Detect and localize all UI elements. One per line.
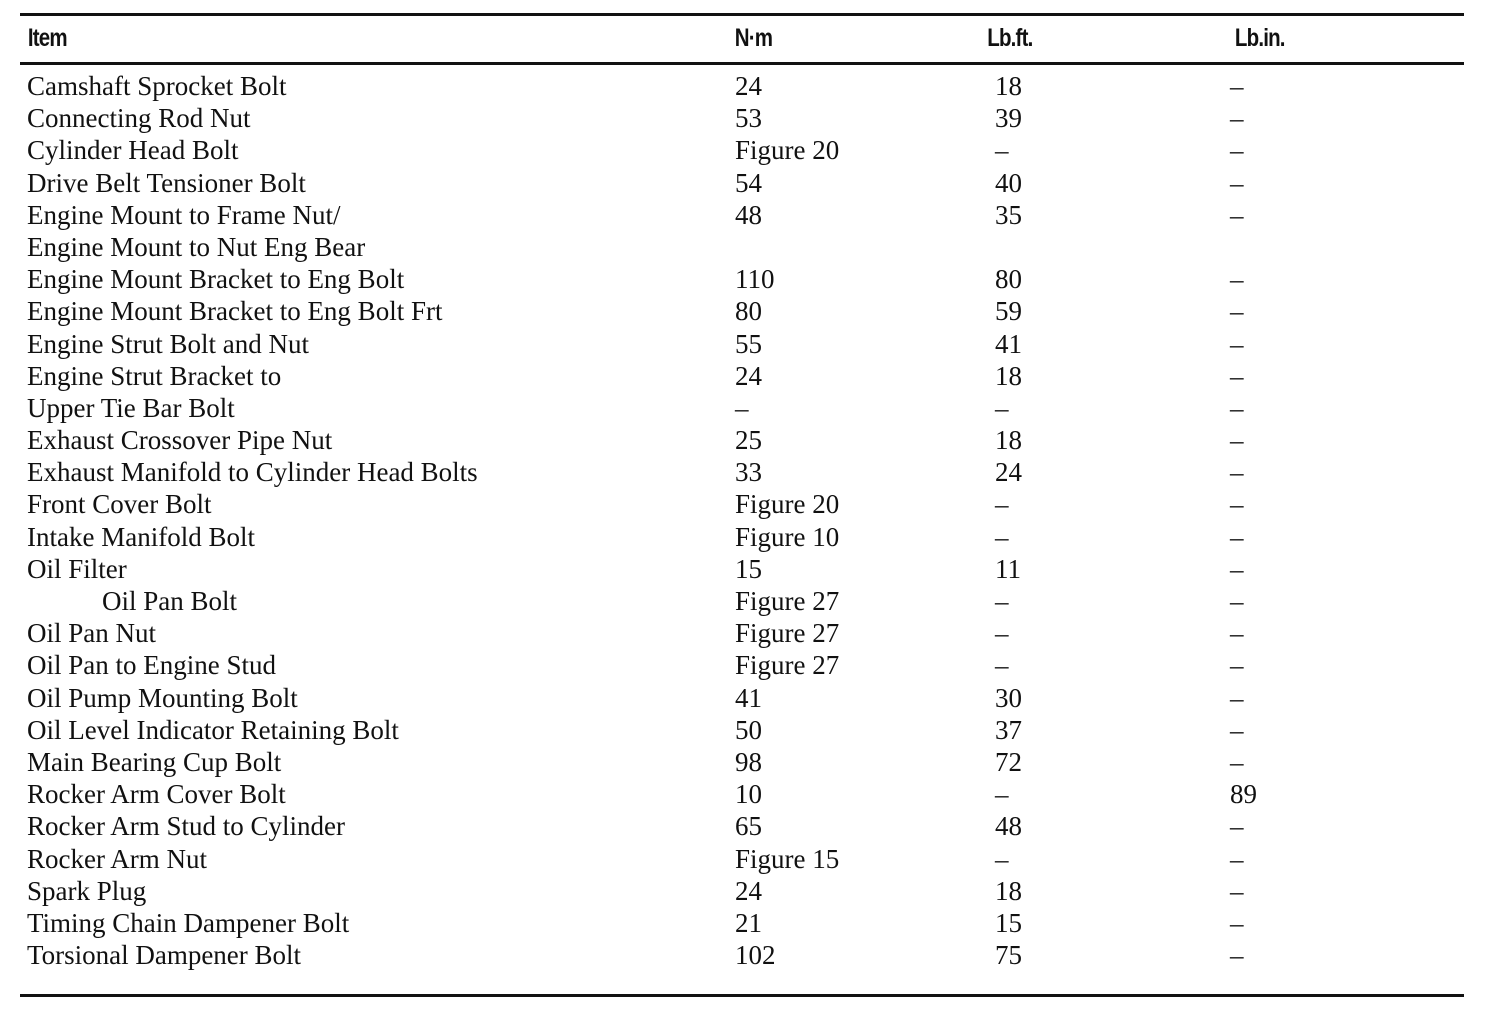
- cell-lbin: –: [1230, 811, 1244, 842]
- cell-lbft: –: [995, 392, 1009, 423]
- cell-item: Oil Filter: [27, 553, 127, 584]
- cell-lbin: –: [1230, 328, 1244, 359]
- cell-item: Intake Manifold Bolt: [27, 521, 255, 552]
- table-row: [0, 295, 1504, 327]
- table-body: [0, 70, 1504, 971]
- cell-lbin: –: [1230, 296, 1244, 327]
- table-row: [0, 810, 1504, 842]
- cell-lbft: 80: [995, 264, 1022, 295]
- cell-item: Spark Plug: [27, 875, 147, 906]
- table-row: [0, 521, 1504, 553]
- table-row: [0, 199, 1504, 231]
- cell-nm: 110: [735, 264, 775, 295]
- cell-lbft: –: [995, 521, 1009, 552]
- cell-lbft: –: [995, 843, 1009, 874]
- cell-lbin: –: [1230, 650, 1244, 681]
- cell-nm: 55: [735, 328, 762, 359]
- cell-item: Oil Pan to Engine Stud: [27, 650, 276, 681]
- table-row: [0, 263, 1504, 295]
- table-row: [0, 231, 1504, 263]
- cell-lbin: –: [1230, 521, 1244, 552]
- table-header: [0, 24, 1285, 58]
- cell-nm: 102: [735, 940, 776, 971]
- table-row: [0, 939, 1504, 971]
- cell-item: Rocker Arm Stud to Cylinder: [27, 811, 345, 842]
- cell-item: Engine Mount Bracket to Eng Bolt: [27, 264, 405, 295]
- cell-lbft: 72: [995, 746, 1022, 777]
- cell-lbin: –: [1230, 489, 1244, 520]
- table-row: [0, 682, 1504, 714]
- cell-lbin: –: [1230, 746, 1244, 777]
- table-header-rule: [20, 62, 1464, 65]
- cell-lbft: 18: [995, 360, 1022, 391]
- cell-lbin: 89: [1230, 779, 1257, 810]
- cell-lbft: 37: [995, 714, 1022, 745]
- table-row: [0, 70, 1504, 102]
- cell-nm: 21: [735, 907, 762, 938]
- cell-lbin: –: [1230, 167, 1244, 198]
- cell-lbft: 24: [995, 457, 1022, 488]
- table-row: [0, 907, 1504, 939]
- cell-lbin: –: [1230, 843, 1244, 874]
- cell-lbin: –: [1230, 392, 1244, 423]
- cell-lbft: 41: [995, 328, 1022, 359]
- cell-nm: Figure 10: [735, 521, 840, 552]
- cell-lbft: –: [995, 586, 1009, 616]
- cell-item: Engine Strut Bolt and Nut: [27, 328, 309, 359]
- cell-nm: Figure 27: [735, 586, 840, 616]
- cell-nm: 15: [735, 553, 762, 584]
- cell-lbin: –: [1230, 553, 1244, 584]
- cell-nm: 25: [735, 425, 762, 456]
- cell-lbft: –: [995, 779, 1009, 810]
- cell-lbft: 75: [995, 940, 1022, 971]
- cell-nm: 24: [735, 360, 762, 391]
- cell-item: Oil Pump Mounting Bolt: [27, 682, 298, 713]
- cell-nm: 53: [735, 103, 762, 134]
- table-row: [0, 134, 1504, 166]
- cell-lbin: –: [1230, 714, 1244, 745]
- header-lbin: Lb.in.: [1234, 24, 1285, 52]
- cell-lbft: –: [995, 650, 1009, 681]
- cell-lbft: 18: [995, 875, 1022, 906]
- cell-lbft: 40: [995, 167, 1022, 198]
- cell-item: Drive Belt Tensioner Bolt: [27, 167, 306, 198]
- table-row: [0, 649, 1504, 681]
- cell-lbin: –: [1230, 264, 1244, 295]
- table-row: [0, 585, 1504, 617]
- cell-item: Rocker Arm Cover Bolt: [27, 779, 286, 810]
- cell-nm: Figure 20: [735, 135, 840, 166]
- cell-nm: Figure 20: [735, 489, 840, 520]
- cell-item: Engine Mount Bracket to Eng Bolt Frt: [27, 296, 443, 327]
- cell-lbft: 18: [995, 71, 1022, 101]
- cell-item: Main Bearing Cup Bolt: [27, 746, 282, 777]
- cell-lbft: –: [995, 618, 1009, 649]
- cell-lbft: 15: [995, 907, 1022, 938]
- cell-lbft: 48: [995, 811, 1022, 842]
- cell-nm: 65: [735, 811, 762, 842]
- table-row: [0, 488, 1504, 520]
- header-lbft: Lb.ft.: [987, 24, 1033, 52]
- cell-nm: 98: [735, 746, 762, 777]
- cell-nm: 24: [735, 71, 762, 101]
- cell-item: Cylinder Head Bolt: [27, 135, 239, 166]
- table-row: [0, 843, 1504, 875]
- cell-nm: 24: [735, 875, 762, 906]
- cell-lbin: –: [1230, 71, 1244, 101]
- table-row: [0, 360, 1504, 392]
- cell-nm: 41: [735, 682, 762, 713]
- cell-item: Engine Mount to Frame Nut/: [27, 199, 341, 230]
- cell-lbin: –: [1230, 103, 1244, 134]
- cell-lbin: –: [1230, 682, 1244, 713]
- cell-nm: Figure 27: [735, 618, 840, 649]
- cell-nm: –: [735, 392, 749, 423]
- cell-item: Exhaust Crossover Pipe Nut: [27, 425, 333, 456]
- cell-item: Oil Pan Nut: [27, 618, 157, 649]
- cell-lbin: –: [1230, 457, 1244, 488]
- cell-nm: 48: [735, 199, 762, 230]
- cell-item: Connecting Rod Nut: [27, 103, 251, 134]
- cell-item: Oil Level Indicator Retaining Bolt: [27, 714, 399, 745]
- cell-lbft: 59: [995, 296, 1022, 327]
- cell-nm: 80: [735, 296, 762, 327]
- cell-lbft: 18: [995, 425, 1022, 456]
- cell-item: Rocker Arm Nut: [27, 843, 207, 874]
- cell-lbin: –: [1230, 940, 1244, 971]
- table-row: [0, 392, 1504, 424]
- cell-lbin: –: [1230, 875, 1244, 906]
- cell-nm: Figure 15: [735, 843, 840, 874]
- cell-lbft: –: [995, 135, 1009, 166]
- table-row: [0, 424, 1504, 456]
- header-item: Item: [27, 24, 67, 52]
- cell-lbft: 35: [995, 199, 1022, 230]
- cell-lbft: –: [995, 489, 1009, 520]
- cell-item: Engine Strut Bracket to: [27, 360, 282, 391]
- table-row: [0, 714, 1504, 746]
- table-top-rule: [20, 13, 1464, 16]
- table-row: [0, 102, 1504, 134]
- cell-lbft: 30: [995, 682, 1022, 713]
- cell-lbin: –: [1230, 360, 1244, 391]
- table-row: [0, 778, 1504, 810]
- cell-item: Upper Tie Bar Bolt: [27, 392, 235, 423]
- cell-lbin: –: [1230, 135, 1244, 166]
- cell-lbin: –: [1230, 586, 1244, 616]
- cell-lbin: –: [1230, 618, 1244, 649]
- cell-nm: 50: [735, 714, 762, 745]
- cell-nm: 54: [735, 167, 762, 198]
- cell-nm: 33: [735, 457, 762, 488]
- table-row: [0, 553, 1504, 585]
- table-bottom-rule: [20, 994, 1464, 997]
- table-row: [0, 456, 1504, 488]
- cell-item: Torsional Dampener Bolt: [27, 940, 302, 971]
- cell-item: Camshaft Sprocket Bolt: [27, 71, 287, 101]
- cell-lbin: –: [1230, 425, 1244, 456]
- table-row: [0, 617, 1504, 649]
- cell-item: Oil Pan Bolt: [102, 586, 238, 616]
- table-row: [0, 167, 1504, 199]
- cell-nm: 10: [735, 779, 762, 810]
- cell-item: Exhaust Manifold to Cylinder Head Bolts: [27, 457, 478, 488]
- cell-lbin: –: [1230, 199, 1244, 230]
- cell-lbft: 39: [995, 103, 1022, 134]
- cell-item: Engine Mount to Nut Eng Bear: [27, 231, 366, 262]
- table-row: [0, 746, 1504, 778]
- cell-nm: Figure 27: [735, 650, 840, 681]
- table-row: [0, 328, 1504, 360]
- cell-lbin: –: [1230, 907, 1244, 938]
- cell-item: Front Cover Bolt: [27, 489, 212, 520]
- table-row: [0, 875, 1504, 907]
- cell-item: Timing Chain Dampener Bolt: [27, 907, 350, 938]
- header-nm: N·m: [734, 24, 773, 52]
- cell-lbft: 11: [995, 553, 1021, 584]
